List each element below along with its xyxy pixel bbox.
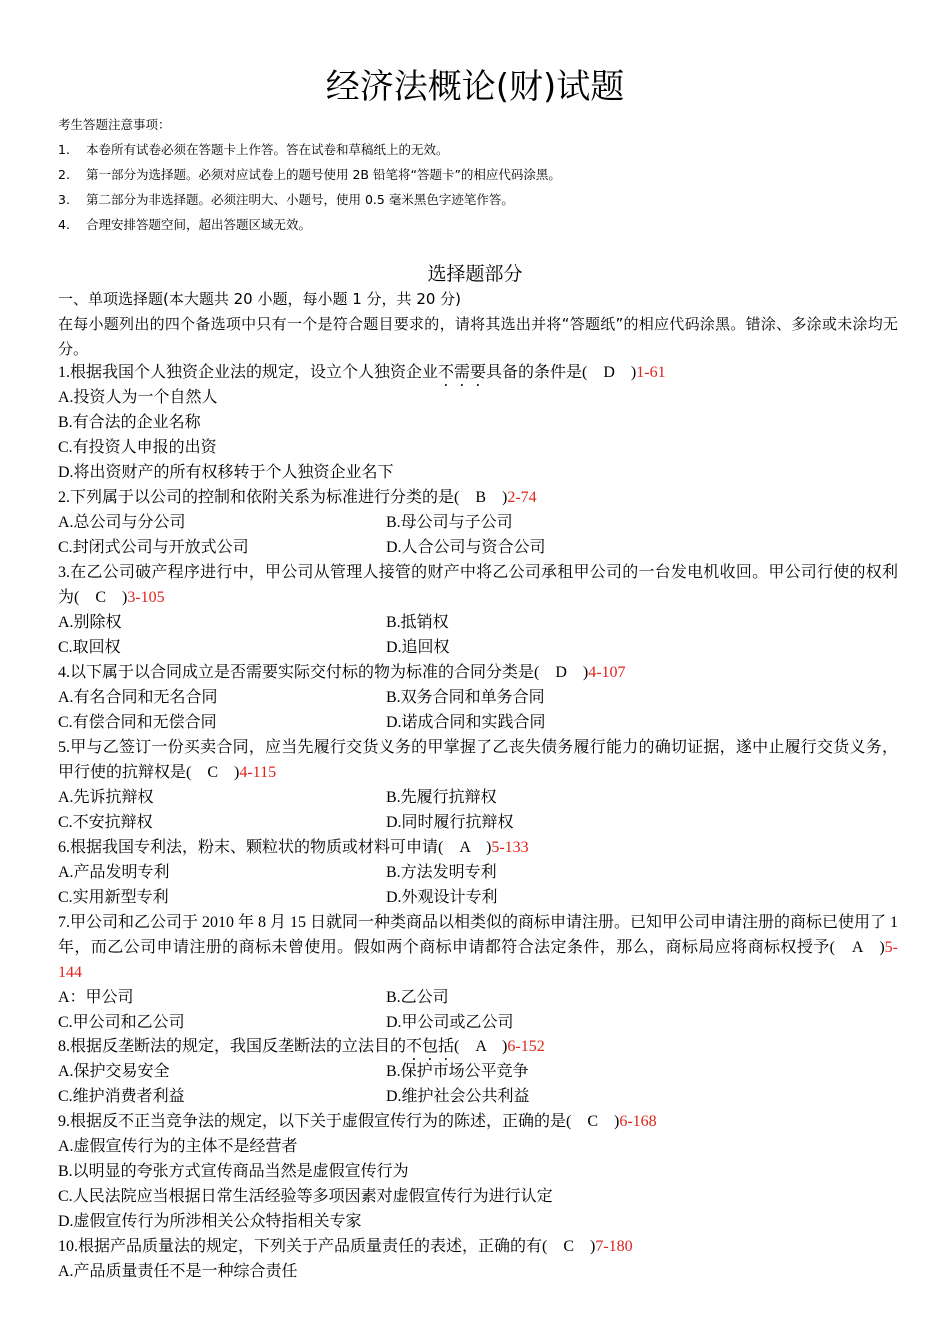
option: A.有名合同和无名合同: [58, 689, 218, 706]
option: A.先诉抗辩权: [58, 789, 154, 806]
question-stem: 2.下列属于以公司的控制和依附关系为标准进行分类的是( B )2-74: [58, 489, 537, 506]
option: C.有投资人申报的出资: [58, 439, 217, 456]
question-reference: 5-133: [491, 839, 529, 856]
question-stem: 3.在乙公司破产程序进行中，甲公司从管理人接管的财产中将乙公司承租甲公司的一台发电机收回。甲公司行使的权利为( C )3-105: [58, 564, 898, 606]
option: B.先履行抗辩权: [386, 789, 497, 806]
note-number: 3.: [58, 192, 70, 207]
option: B.以明显的夸张方式宣传商品当然是虚假宣传行为: [58, 1163, 409, 1180]
option: C.封闭式公司与开放式公司: [58, 539, 249, 556]
part-instruction: 在每小题列出的四个备选项中只有一个是符合题目要求的，请将其选出并将“答题纸”的相应代码涂黑。错涂、多涂或未涂均无分。: [58, 315, 898, 358]
option: C.人民法院应当根据日常生活经验等多项因素对虚假宣传行为进行认定: [58, 1188, 553, 1205]
option: D.甲公司或乙公司: [386, 1014, 514, 1031]
option: B.抵销权: [386, 614, 449, 631]
option: B.有合法的企业名称: [58, 414, 201, 431]
option: A.投资人为一个自然人: [58, 389, 218, 406]
question-stem: 4.以下属于以合同成立是否需要实际交付标的物为标准的合同分类是( D )4-107: [58, 664, 626, 681]
question-stem: 6.根据我国专利法，粉末、颗粒状的物质或材料可申请( A )5-133: [58, 839, 529, 856]
question-reference: 1-61: [636, 364, 666, 381]
option: B.双务合同和单务合同: [386, 689, 545, 706]
option: B.乙公司: [386, 989, 449, 1006]
note-number: 4.: [58, 217, 70, 232]
section-title: 选择题部分: [427, 263, 523, 285]
note-text: 本卷所有试卷必须在答题卡上作答。答在试卷和草稿纸上的无效。: [86, 142, 449, 157]
note-number: 2.: [58, 167, 70, 182]
question-reference: 2-74: [507, 489, 537, 506]
option: A.保护交易安全: [58, 1063, 170, 1080]
note-item: [58, 191, 514, 209]
note-item: [58, 216, 311, 234]
part-heading: 一、单项选择题(本大题共 20 小题，每小题 1 分，共 20 分): [58, 290, 462, 308]
question-reference: 7-180: [595, 1238, 633, 1255]
option: C.取回权: [58, 639, 121, 656]
note-text: 合理安排答题空间，超出答题区域无效。: [86, 217, 312, 232]
option: C.甲公司和乙公司: [58, 1014, 185, 1031]
option: A.总公司与分公司: [58, 514, 186, 531]
option: D.将出资财产的所有权移转于个人独资企业名下: [58, 464, 394, 481]
option: B.保护市场公平竞争: [386, 1063, 529, 1080]
option: A.别除权: [58, 614, 122, 631]
option: D.诺成合同和实践合同: [386, 714, 546, 731]
option: C.有偿合同和无偿合同: [58, 714, 217, 731]
option: C.维护消费者利益: [58, 1088, 185, 1105]
question-stem: 1.根据我国个人独资企业法的规定，设立个人独资企业不需要具备的条件是( D )1-61: [58, 364, 666, 381]
note-text: 第一部分为选择题。必须对应试卷上的题号使用 2B 铅笔将“答题卡”的相应代码涂黑。: [86, 167, 561, 182]
question-reference: 6-168: [619, 1113, 657, 1130]
option: D.同时履行抗辩权: [386, 814, 514, 831]
option: B.母公司与子公司: [386, 514, 513, 531]
notes-heading: 考生答题注意事项：: [58, 117, 171, 132]
note-text: 第二部分为非选择题。必须注明大、小题号，使用 0.5 毫米黑色字迹笔作答。: [86, 192, 514, 207]
question-reference: 6-152: [507, 1038, 545, 1055]
option: D.人合公司与资合公司: [386, 539, 546, 556]
question-reference: 3-105: [127, 589, 165, 606]
option: B.方法发明专利: [386, 864, 497, 881]
question-reference: 5-144: [58, 939, 898, 981]
question-stem: 7.甲公司和乙公司于 2010 年 8 月 15 日就同一种类商品以相类似的商标申请注册。已知甲公司申请注册的商标已使用了 1 年，而乙公司申请注册的商标未曾使用。假如两个商标申请都符合法定条件，那么，商标局应将商标权授予( A )5-144: [58, 914, 899, 981]
page-title: 经济法概论(财)试题: [325, 67, 625, 107]
option: D.虚假宣传行为所涉相关公众特指相关专家: [58, 1213, 362, 1230]
option: A.虚假宣传行为的主体不是经营者: [58, 1138, 298, 1155]
option: C.不安抗辩权: [58, 814, 153, 831]
question-reference: 4-115: [239, 764, 277, 781]
note-number: 1.: [58, 142, 70, 157]
question-stem: 5.甲与乙签订一份买卖合同，应当先履行交货义务的甲掌握了乙丧失债务履行能力的确切证据，遂中止履行交货义务，甲行使的抗辩权是( C )4-115: [58, 739, 898, 781]
question-reference: 4-107: [588, 664, 626, 681]
note-item: [58, 141, 449, 159]
question-stem: 9.根据反不正当竞争法的规定，以下关于虚假宣传行为的陈述，正确的是( C )6-168: [58, 1113, 657, 1130]
question-stem: 10.根据产品质量法的规定，下列关于产品质量责任的表述，正确的有( C )7-180: [58, 1238, 633, 1255]
question-stem: 8.根据反垄断法的规定，我国反垄断法的立法目的不包括( A )6-152: [58, 1038, 545, 1055]
note-item: [58, 166, 561, 184]
option: A.产品质量责任不是一种综合责任: [58, 1263, 298, 1280]
option: D.维护社会公共利益: [386, 1088, 530, 1105]
option: C.实用新型专利: [58, 889, 169, 906]
option: D.外观设计专利: [386, 889, 498, 906]
emphasis-text: 不需要: [438, 364, 487, 381]
emphasis-text: 不包括: [406, 1038, 455, 1055]
option: D.追回权: [386, 639, 450, 656]
option: A：甲公司: [58, 989, 134, 1006]
option: A.产品发明专利: [58, 864, 170, 881]
